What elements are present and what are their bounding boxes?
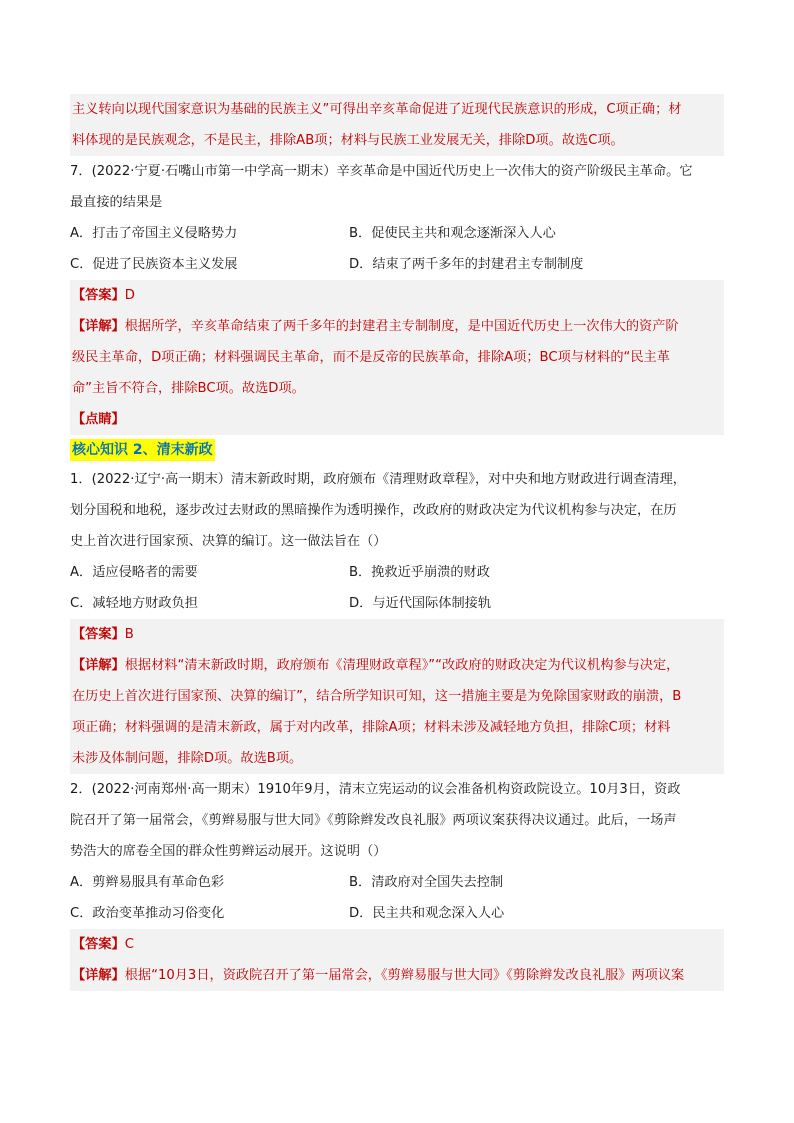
question-7 xyxy=(70,156,724,280)
answer-block-s2q1 xyxy=(70,619,724,774)
detail-line xyxy=(72,960,722,991)
document-page xyxy=(70,94,724,991)
question-stem-line: 势浩大的席卷全国的群众性剪辫运动展开。这说明（） xyxy=(70,844,387,859)
option-b: B．清政府对全国失去控制 xyxy=(349,875,504,890)
detail-line: 项正确；材料强调的是清末新政，属于对内改革，排除A项；材料未涉及减轻地方负担，排除C项；材料 xyxy=(72,720,671,735)
explanation-continuation xyxy=(70,94,724,156)
detail-line: 级民主革命，D项正确；材料强调民主革命，而不是反帝的民族革命，排除A项；BC项与材料的“民主革 xyxy=(72,350,670,365)
detail-label: 【详解】 xyxy=(72,658,125,673)
detail-text: 根据所学，辛亥革命结束了两千多年的封建君主专制制度，是中国近代历史上一次伟大的资产阶 xyxy=(124,319,679,334)
option-c: C．减轻地方财政负担 xyxy=(70,596,198,611)
answer-block-q7 xyxy=(70,280,724,435)
answer-value: B xyxy=(124,627,134,642)
option-d: D．结束了两千多年的封建君主专制制度 xyxy=(349,257,584,272)
option-row xyxy=(70,218,724,249)
question-stem-line: 2．(2022·河南郑州·高一期末）1910年9月，清末立宪运动的议会准备机构资政院设立。10月3日，资政 xyxy=(70,782,681,797)
option-a: A．打击了帝国主义侵略势力 xyxy=(70,226,238,241)
detail-line xyxy=(72,650,722,681)
question-stem-line: 院召开了第一届常会，《剪辫易服与世大同》《剪除辫发改良礼服》两项议案获得决议通过。此后，一场声 xyxy=(70,813,677,828)
answer-value: D xyxy=(124,288,135,303)
detail-line: 未涉及体制问题，排除D项。故选B项。 xyxy=(72,751,303,766)
option-row xyxy=(70,557,724,588)
comment-line xyxy=(72,404,722,435)
answer-block-s2q2 xyxy=(70,929,724,991)
answer-label: 【答案】 xyxy=(72,937,125,952)
section-title: 核心知识 2、清末新政 xyxy=(70,439,215,461)
question-stem-line: 史上首次进行国家预、决算的编订。这一做法旨在（） xyxy=(70,534,387,549)
option-row xyxy=(70,867,724,898)
question-stem-line: 7．(2022·宁夏·石嘴山市第一中学高一期末）辛亥革命是中国近代历史上一次伟大的资产阶级民主革命。它 xyxy=(70,164,693,179)
option-d: D．民主共和观念深入人心 xyxy=(349,906,505,921)
option-row xyxy=(70,588,724,619)
section-heading xyxy=(70,435,724,464)
detail-line: 在历史上首次进行国家预、决算的编订”，结合所学知识可知，这一措施主要是为免除国家财政的崩溃，B xyxy=(72,689,682,704)
comment-label: 【点睛】 xyxy=(72,412,125,427)
option-a: A．适应侵略者的需要 xyxy=(70,565,198,580)
detail-label: 【详解】 xyxy=(72,968,125,983)
explanation-line: 料体现的是民族观念，不是民主，排除AB项；材料与民族工业发展无关，排除D项。故选C项。 xyxy=(72,133,624,148)
detail-label: 【详解】 xyxy=(72,319,125,334)
option-c: C．政治变革推动习俗变化 xyxy=(70,906,225,921)
answer-value: C xyxy=(124,937,134,952)
detail-text: 根据材料“清末新政时期，政府颁布《清理财政章程》”“改政府的财政决定为代议机构参与决定， xyxy=(124,658,680,673)
answer-line xyxy=(72,929,722,960)
answer-line xyxy=(72,280,722,311)
option-c: C．促进了民族资本主义发展 xyxy=(70,257,238,272)
section2-question-1 xyxy=(70,464,724,619)
option-b: B．挽救近乎崩溃的财政 xyxy=(349,565,490,580)
question-stem-line: 划分国税和地税，逐步改过去财政的黑暗操作为透明操作，改政府的财政决定为代议机构参与决定，在历 xyxy=(70,503,677,518)
option-b: B．促使民主共和观念逐渐深入人心 xyxy=(349,226,556,241)
option-row xyxy=(70,249,724,280)
option-a: A．剪辫易服具有革命色彩 xyxy=(70,875,225,890)
option-d: D．与近代国际体制接轨 xyxy=(349,596,492,611)
explanation-line: 主义转向以现代国家意识为基础的民族主义”可得出辛亥革命促进了近现代民族意识的形成，C项正确；材 xyxy=(72,102,682,117)
detail-line: 命”主旨不符合，排除BC项。故选D项。 xyxy=(72,381,305,396)
question-stem-line: 最直接的结果是 xyxy=(70,195,163,210)
answer-label: 【答案】 xyxy=(72,288,125,303)
answer-label: 【答案】 xyxy=(72,627,125,642)
answer-line xyxy=(72,619,722,650)
section2-question-2 xyxy=(70,774,724,929)
option-row xyxy=(70,898,724,929)
detail-text: 根据“10月3日，资政院召开了第一届常会，《剪辫易服与世大同》《剪除辫发改良礼服》两项议案 xyxy=(124,968,685,983)
question-stem-line: 1．(2022·辽宁·高一期末）清末新政时期，政府颁布《清理财政章程》，对中央和地方财政进行调查清理， xyxy=(70,472,686,487)
detail-line xyxy=(72,311,722,342)
